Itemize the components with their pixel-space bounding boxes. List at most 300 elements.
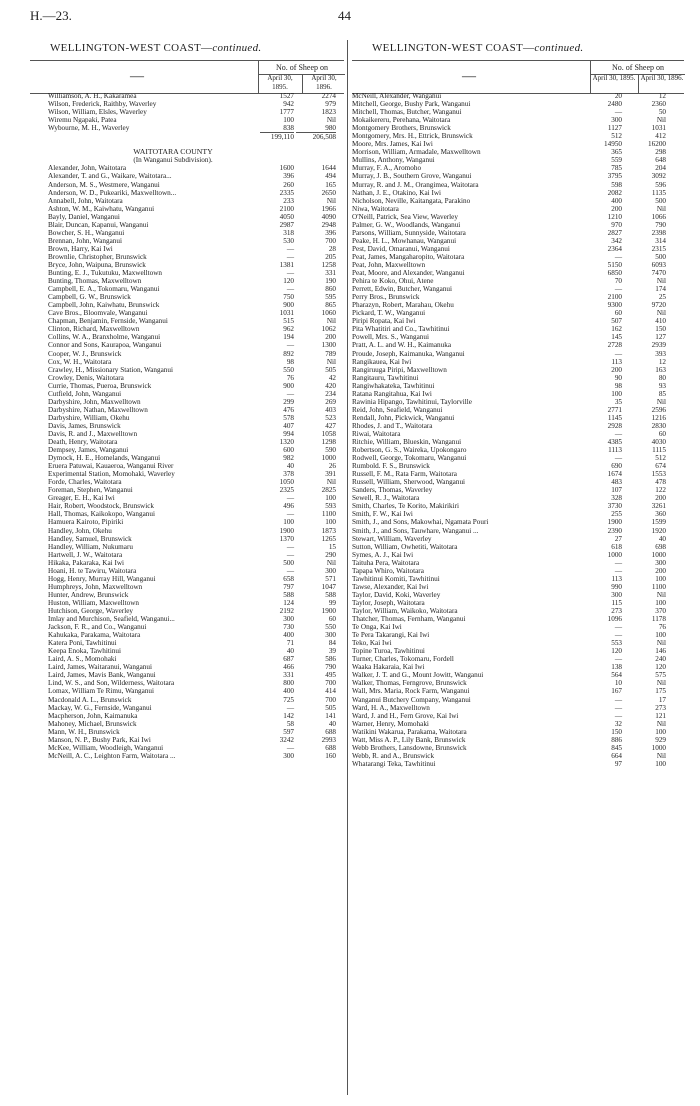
right-table-row: [352, 374, 682, 382]
left-table-row: [48, 390, 344, 398]
sheep-1896: 7470: [651, 269, 666, 278]
sheep-1895: 618: [611, 542, 622, 551]
sheep-1896: 979: [325, 100, 336, 109]
sheep-1895: 199,110: [260, 132, 294, 141]
sheep-1895: 331: [283, 671, 294, 680]
sheep-1896: 2315: [651, 244, 666, 253]
owner-name: Pickard, T. W., Wanganui: [352, 309, 426, 318]
sheep-1896: 500: [655, 196, 666, 205]
owner-name: (In Wanganui Subdivision).: [133, 156, 213, 165]
sheep-1896: 3261: [651, 502, 666, 511]
sheep-1896: 2993: [321, 735, 336, 744]
right-table-row: [352, 470, 682, 478]
owner-name: McNeill, Alexander, Wanganui: [352, 92, 442, 100]
right-table-row: [352, 358, 682, 366]
owner-name: Darbyshire, William, Okehu: [48, 413, 130, 422]
left-table-row: [48, 559, 344, 567]
owner-name: Walker, J. T. and G., Mount Jowitt, Wanganui: [352, 671, 484, 680]
sheep-1895: —: [286, 269, 294, 278]
right-table-row: [352, 720, 682, 728]
owner-name: Peat, Moore, and Alexander, Wanganui: [352, 269, 465, 278]
owner-name: Wilson, William, Elsles, Waverley: [48, 108, 147, 117]
sheep-1895: 690: [611, 462, 622, 471]
sheep-1896: 1265: [321, 534, 336, 543]
sheep-1896: 122: [655, 486, 666, 495]
sheep-1895: 300: [611, 116, 622, 125]
owner-name: Anderson, W. D., Pukeariki, Maxwelltown...: [48, 188, 177, 197]
sheep-1895: 1145: [607, 413, 622, 422]
sheep-1896: Nil: [326, 357, 336, 366]
sheep-1895: 1050: [279, 478, 294, 487]
sheep-1896: 790: [655, 220, 666, 229]
sheep-1896: 300: [325, 631, 336, 640]
left-table-row: [48, 430, 344, 438]
sheep-1895: 994: [283, 429, 294, 438]
sheep-1895: 378: [283, 470, 294, 479]
sheep-1895: 2364: [607, 244, 622, 253]
column-divider: [347, 40, 348, 1095]
right-table-row: [352, 696, 682, 704]
right-table-row: [352, 293, 682, 301]
left-table-row: [48, 687, 344, 695]
sheep-1895: 2771: [607, 405, 622, 414]
owner-name: Symes, A. J., Kai Iwi: [352, 550, 414, 559]
left-table-row: [48, 309, 344, 317]
owner-name: McNeill, A. C., Leighton Farm, Waitotara ...: [48, 751, 176, 760]
sheep-1896: 1058: [321, 429, 336, 438]
left-table-row: [48, 229, 344, 237]
owner-name: Stewart, William, Waverley: [352, 534, 432, 543]
sheep-1896: 865: [325, 301, 336, 310]
left-table-row: [48, 317, 344, 325]
sheep-1895: —: [614, 711, 622, 720]
sheep-1895: 2390: [607, 526, 622, 535]
sheep-1896: Nil: [656, 639, 666, 648]
owner-name: Laird, A. S., Momohaki: [48, 655, 117, 664]
sheep-1896: 127: [655, 333, 666, 342]
left-header-col1: April 30, 1895.: [258, 74, 301, 93]
left-table-row: [48, 164, 344, 172]
sheep-1896: 206,508: [296, 132, 336, 141]
sheep-1895: —: [286, 550, 294, 559]
left-table-row: [48, 398, 344, 406]
sheep-1896: 980: [325, 124, 336, 133]
sheep-1895: 2480: [607, 100, 622, 109]
right-table-row: [352, 181, 682, 189]
sheep-1895: 1674: [607, 470, 622, 479]
right-table-row: [352, 663, 682, 671]
sheep-1896: 150: [655, 325, 666, 334]
sheep-1896: Nil: [656, 116, 666, 125]
right-table-row: [352, 277, 682, 285]
right-table-row: [352, 502, 682, 510]
owner-name: Anderson, M. S., Westmere, Wanganui: [48, 180, 160, 189]
sheep-1895: 588: [283, 590, 294, 599]
sheep-1895: 10: [614, 679, 622, 688]
left-table-row: [48, 599, 344, 607]
sheep-1896: 4030: [651, 438, 666, 447]
sheep-1895: 318: [283, 228, 294, 237]
right-table-row: [352, 414, 682, 422]
sheep-1896: 120: [655, 663, 666, 672]
owner-name: Alexander, John, Waitotara: [48, 164, 127, 173]
owner-name: Te Onga, Kai Iwi: [352, 623, 402, 632]
sheep-1895: 942: [283, 100, 294, 109]
owner-name: Morrison, William, Armadale, Maxwelltown: [352, 148, 481, 157]
owner-name: Hartwell, J. W., Waitotara: [48, 550, 123, 559]
left-table-row: [48, 696, 344, 704]
sheep-1895: 6850: [607, 269, 622, 278]
sheep-1895: 115: [611, 598, 622, 607]
left-table-row: [48, 221, 344, 229]
right-table-row: [352, 398, 682, 406]
sheep-1896: 25: [658, 293, 666, 302]
owner-name: Robertson, G. S., Waireka, Upokongaro: [352, 446, 467, 455]
left-table-row: [48, 108, 344, 116]
left-table-row: [48, 358, 344, 366]
owner-name: Te Pera Takarangi, Kai Iwi: [352, 631, 430, 640]
owner-name: Russell, William, Sherwood, Wanganui: [352, 478, 466, 487]
right-table-row: [352, 599, 682, 607]
owner-name: Rangitauru, Tawhitinui: [352, 373, 419, 382]
sheep-1895: 200: [611, 365, 622, 374]
left-table-row: [48, 575, 344, 583]
sheep-1896: 165: [325, 180, 336, 189]
left-table-row: [48, 744, 344, 752]
sheep-1896: 80: [658, 373, 666, 382]
sheep-1895: 100: [611, 389, 622, 398]
owner-name: Keepa Enoka, Tawhitinui: [48, 647, 122, 656]
left-table-row: [48, 100, 344, 108]
sheep-1896: 648: [655, 156, 666, 165]
sheep-1895: 120: [611, 647, 622, 656]
owner-name: O'Neill, Patrick, Sea View, Waverley: [352, 212, 458, 221]
sheep-1896: 1644: [321, 164, 336, 173]
sheep-1895: 1000: [607, 550, 622, 559]
sheep-1895: 299: [283, 397, 294, 406]
sheep-1896: 420: [325, 381, 336, 390]
sheep-1895: 476: [283, 405, 294, 414]
sheep-1896: 596: [655, 180, 666, 189]
sheep-1896: 789: [325, 349, 336, 358]
left-table-row: [48, 752, 344, 760]
owner-name: Darbyshire, Nathan, Maxwelltown: [48, 405, 148, 414]
sheep-1896: 1000: [651, 550, 666, 559]
sheep-1896: 1135: [651, 188, 666, 197]
sheep-1896: 1966: [321, 204, 336, 213]
owner-name: Pest, David, Omaranui, Wanganui: [352, 244, 450, 253]
sheep-1895: —: [286, 743, 294, 752]
sheep-1895: 597: [283, 727, 294, 736]
sheep-1896: 50: [658, 108, 666, 117]
owner-name: Hikaka, Pakaraka, Kai Iwi: [48, 558, 125, 567]
sheep-1896: 200: [655, 566, 666, 575]
left-sub-row: [48, 156, 344, 164]
sheep-1895: 838: [283, 124, 294, 133]
sheep-1896: 1178: [651, 615, 666, 624]
owner-name: Macdonald A. L., Brunswick: [48, 695, 132, 704]
owner-name: Rangiwhakateka, Tawhitinui: [352, 381, 435, 390]
sheep-1896: 412: [655, 132, 666, 141]
owner-name: Hall, Thomas, Kaikokopo, Wanganui: [48, 510, 155, 519]
sheep-1896: 1031: [651, 124, 666, 133]
left-table-row: [48, 382, 344, 390]
sheep-1895: 530: [283, 236, 294, 245]
sheep-1896: 700: [325, 236, 336, 245]
left-table-row: [48, 551, 344, 559]
left-table-row: [48, 736, 344, 744]
sheep-1896: Nil: [326, 558, 336, 567]
left-table-row: [48, 92, 344, 100]
right-table-row: [352, 172, 682, 180]
sheep-1895: 396: [283, 172, 294, 181]
right-table-row: [352, 430, 682, 438]
sheep-1895: 40: [286, 647, 294, 656]
sheep-1895: 800: [283, 679, 294, 688]
sheep-1896: 100: [325, 518, 336, 527]
owner-name: Connor and Sons, Kaurapoa, Wanganui: [48, 341, 162, 350]
sheep-1895: 233: [283, 196, 294, 205]
sheep-1896: 2360: [651, 100, 666, 109]
sheep-1895: 483: [611, 478, 622, 487]
sheep-1896: 1100: [651, 582, 666, 591]
sheep-1895: 1900: [607, 518, 622, 527]
sheep-1896: 688: [325, 727, 336, 736]
right-header-group: No. of Sheep on: [590, 61, 685, 75]
sheep-1895: 730: [283, 623, 294, 632]
left-table-row: [48, 720, 344, 728]
sheep-1895: —: [614, 349, 622, 358]
sheep-1895: 553: [611, 639, 622, 648]
right-table-row: [352, 406, 682, 414]
right-table-row: [352, 671, 682, 679]
sheep-1896: 121: [655, 711, 666, 720]
sheep-1896: 1066: [651, 212, 666, 221]
right-table-row: [352, 116, 682, 124]
sheep-1895: —: [614, 655, 622, 664]
owner-name: Rhodes, J. and T., Waitotara: [352, 421, 433, 430]
owner-name: Rawinia Hipango, Tawhitinui, Taylorville: [352, 397, 472, 406]
left-table-row: [48, 647, 344, 655]
sheep-1895: —: [286, 510, 294, 519]
sheep-1896: 790: [325, 663, 336, 672]
owner-name: Ratana Rangitahua, Kai Iwi: [352, 389, 432, 398]
sheep-1895: 90: [614, 373, 622, 382]
left-table-row: [48, 478, 344, 486]
owner-name: Bunting, Thomas, Maxwelltown: [48, 277, 142, 286]
sheep-1896: 331: [325, 269, 336, 278]
left-table-row: [48, 567, 344, 575]
sheep-1896: 12: [658, 357, 666, 366]
sheep-1895: 300: [611, 590, 622, 599]
sheep-1895: —: [286, 389, 294, 398]
right-table-row: [352, 350, 682, 358]
sheep-1895: 559: [611, 156, 622, 165]
left-table-row: [48, 510, 344, 518]
sheep-1895: 70: [614, 277, 622, 286]
left-table-row: [48, 261, 344, 269]
left-county-row: [48, 148, 344, 156]
left-table-body: [48, 92, 344, 760]
left-table-row: [48, 277, 344, 285]
sheep-1896: Nil: [326, 317, 336, 326]
sheep-1895: 107: [611, 486, 622, 495]
right-table-row: [352, 333, 682, 341]
right-table-row: [352, 631, 682, 639]
owner-name: Huston, William, Maxwelltown: [48, 598, 140, 607]
owner-name: Piripi Ropata, Kai Iwi: [352, 317, 416, 326]
sheep-1896: Nil: [326, 196, 336, 205]
sheep-1895: —: [614, 695, 622, 704]
sheep-1896: 4090: [321, 212, 336, 221]
sheep-1896: 427: [325, 421, 336, 430]
right-table-row: [352, 269, 682, 277]
owner-name: Jackson, F. R., and Co., Wanganui: [48, 623, 147, 632]
sheep-1895: 962: [283, 325, 294, 334]
sheep-1896: 1900: [321, 607, 336, 615]
sheep-1896: 403: [325, 405, 336, 414]
left-table-row: [48, 253, 344, 261]
owner-name: WAITOTARA COUNTY: [133, 148, 213, 157]
right-table-header: — No. of Sheep on April 30, 1895. April 30, 1896.: [352, 60, 684, 94]
sheep-1896: 84: [328, 639, 336, 648]
sheep-1896: 550: [325, 623, 336, 632]
sheep-1896: 175: [655, 687, 666, 696]
right-table-row: [352, 510, 682, 518]
sheep-1896: 240: [655, 655, 666, 664]
sheep-1896: 17: [658, 695, 666, 704]
sheep-1896: Nil: [656, 277, 666, 286]
owner-name: Waaka Hakaraia, Kai Iwi: [352, 663, 425, 672]
right-table-row: [352, 92, 682, 100]
left-gap-row: [48, 140, 344, 148]
left-header-group: No. of Sheep on: [258, 61, 345, 75]
sheep-1895: 14950: [604, 140, 622, 149]
sheep-1896: 3092: [651, 172, 666, 181]
sheep-1895: 100: [283, 518, 294, 527]
sheep-1896: 505: [325, 703, 336, 712]
sheep-1895: 2100: [279, 204, 294, 213]
owner-name: Whatarangi Teka, Tawhitinui: [352, 759, 436, 768]
sheep-1895: 2325: [279, 486, 294, 495]
sheep-1896: 40: [658, 534, 666, 543]
sheep-1896: 1873: [321, 526, 336, 535]
sheep-1895: 970: [611, 220, 622, 229]
owner-name: Hogg, Henry, Murray Hill, Wanganui: [48, 574, 156, 583]
sheep-1896: 93: [658, 381, 666, 390]
right-table-row: [352, 317, 682, 325]
sheep-1896: 174: [655, 285, 666, 294]
sheep-1896: Nil: [656, 751, 666, 760]
left-table-row: [48, 366, 344, 374]
left-table-header: — No. of Sheep on April 30, 1895. April 30, 1896.: [30, 60, 344, 94]
sheep-1896: 15: [328, 542, 336, 551]
sheep-1896: 99: [328, 598, 336, 607]
sheep-1895: —: [286, 244, 294, 253]
sheep-1895: 886: [611, 735, 622, 744]
sheep-1896: 1115: [652, 446, 666, 455]
sheep-1896: 1100: [321, 510, 336, 519]
sheep-1896: 393: [655, 349, 666, 358]
sheep-1895: 100: [283, 116, 294, 125]
sheep-1895: 2100: [607, 293, 622, 302]
right-table-row: [352, 438, 682, 446]
sheep-1895: 35: [614, 397, 622, 406]
right-table-row: [352, 237, 682, 245]
owner-name: Brennan, John, Wanganui: [48, 236, 122, 245]
owner-name: Wiremu Ngapaki, Patea: [48, 116, 117, 125]
right-table-row: [352, 623, 682, 631]
sheep-1896: 494: [325, 172, 336, 181]
sheep-1896: 700: [325, 695, 336, 704]
owner-name: Darbyshire, John, Maxwelltown: [48, 397, 141, 406]
right-table-row: [352, 132, 682, 140]
right-table-row: [352, 245, 682, 253]
left-table-row: [48, 535, 344, 543]
sheep-1895: 60: [614, 309, 622, 318]
sheep-1895: 845: [611, 743, 622, 752]
sheep-1895: 797: [283, 582, 294, 591]
sheep-1895: 142: [283, 711, 294, 720]
sheep-1896: 1258: [321, 260, 336, 269]
right-table-row: [352, 213, 682, 221]
owner-name: Mokaikereru, Perehana, Waitotara: [352, 116, 451, 125]
sheep-1895: 342: [611, 236, 622, 245]
sheep-1896: 688: [325, 743, 336, 752]
left-table-row: [48, 631, 344, 639]
owner-name: McKee, William, Woodleigh, Wanganui: [48, 743, 164, 752]
sheep-1895: —: [614, 429, 622, 438]
sheep-1895: 1210: [607, 212, 622, 221]
sheep-1896: 1823: [321, 108, 336, 117]
right-table-row: [352, 655, 682, 663]
right-section-title: WELLINGTON-WEST COAST—continued.: [372, 42, 584, 54]
sheep-1895: 113: [611, 574, 622, 583]
owner-name: Brownlie, Christopher, Brunswick: [48, 252, 147, 261]
left-table-row: [48, 454, 344, 462]
sheep-1895: 1127: [607, 124, 622, 133]
sheep-1895: 496: [283, 502, 294, 511]
owner-name: Peat, John, Maxwelltown: [352, 260, 426, 269]
sheep-1896: 505: [325, 365, 336, 374]
left-table-row: [48, 655, 344, 663]
left-total-row: [48, 132, 344, 140]
sheep-1895: 658: [283, 574, 294, 583]
sheep-1896: 500: [655, 252, 666, 261]
right-table-row: [352, 679, 682, 687]
sheep-1896: 85: [658, 389, 666, 398]
left-table-row: [48, 189, 344, 197]
owner-name: Pratt, A. L. and W. H., Kaimanuka: [352, 341, 452, 350]
sheep-1896: 200: [655, 494, 666, 503]
owner-name: Hutchison, George, Waverley: [48, 607, 133, 615]
sheep-1896: 590: [325, 446, 336, 455]
left-table-row: [48, 422, 344, 430]
sheep-1896: Nil: [656, 719, 666, 728]
sheep-1895: —: [614, 454, 622, 463]
owner-name: Currie, Thomas, Pueroa, Brunswick: [48, 381, 152, 390]
sheep-1895: 260: [283, 180, 294, 189]
sheep-1895: 32: [614, 719, 622, 728]
left-table-row: [48, 679, 344, 687]
owner-name: Davis, R. and J., Maxwelltown: [48, 429, 138, 438]
owner-name: Smith, F. W., Kai Iwi: [352, 510, 413, 519]
right-table-row: [352, 551, 682, 559]
sheep-1896: 495: [325, 671, 336, 680]
sheep-1895: —: [614, 623, 622, 632]
sheep-1895: —: [614, 566, 622, 575]
sheep-1895: 1113: [608, 446, 622, 455]
